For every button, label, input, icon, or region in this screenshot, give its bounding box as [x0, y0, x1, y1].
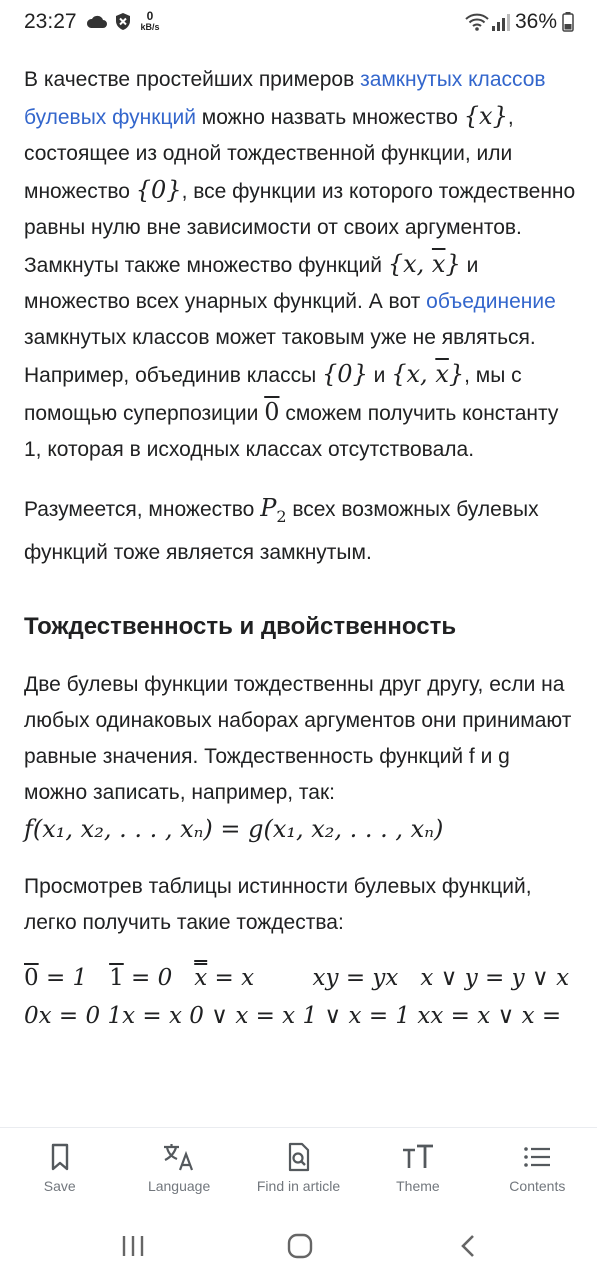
text: В качестве простейших примеров	[24, 68, 361, 91]
math-part: {x,	[391, 360, 436, 388]
math-part: = 0	[123, 964, 195, 991]
wifi-icon	[465, 13, 489, 31]
find-in-article-label: Find in article	[256, 1178, 341, 1194]
text: можно назвать множество	[195, 106, 464, 129]
save-button[interactable]	[0, 1128, 119, 1216]
math-double-negation: x	[194, 964, 208, 991]
home-icon[interactable]	[286, 1233, 314, 1259]
status-bar	[0, 0, 597, 46]
link-closed-classes[interactable]: замкнутых классов булевых функций	[24, 68, 546, 129]
language-label: Language	[147, 1178, 211, 1194]
text: , все функции из которого тождественно равны нулю вне зависимости от своих аргументов. Замкнуты также множество функций	[24, 180, 576, 277]
math-negation: $\overline{x}$	[435, 360, 449, 388]
text: и	[367, 364, 392, 387]
paragraph-closed-classes	[24, 62, 576, 468]
identity-formula: f(x₁, x₂, . . . , xₙ) = g(x₁, x₂, . . . , xₙ)	[24, 814, 444, 843]
recent-apps-icon[interactable]	[120, 1234, 146, 1258]
section-heading: Тождественность и двойственность	[24, 612, 457, 640]
math-part: {x,	[387, 250, 432, 278]
system-navigation-bar	[0, 1215, 597, 1280]
theme-label: Theme	[396, 1178, 440, 1194]
text: сможем получить константу 1, которая в исходных классах отсутствовала.	[24, 402, 559, 461]
network-speed	[139, 10, 161, 32]
math-part: = 1	[38, 964, 110, 991]
list-icon	[522, 1142, 552, 1172]
math-negation: $\overline{x}$	[431, 250, 446, 278]
contents-label: Contents	[509, 1178, 566, 1194]
math-part: P	[260, 494, 277, 522]
math-set-0: {0}	[322, 360, 368, 388]
battery-percent: 36%	[515, 10, 558, 33]
paragraph-identity	[24, 667, 576, 811]
theme-button[interactable]	[358, 1128, 477, 1216]
math-p2	[260, 494, 287, 526]
math-part: }	[445, 250, 461, 278]
article-content	[24, 62, 576, 1035]
cloud-icon	[86, 14, 108, 29]
translate-icon	[162, 1142, 196, 1172]
identities-row-2: 0x = 0 1x = x 0 ∨ x = x 1 ∨ x = 1 xx = x ∨ x =	[24, 1002, 562, 1029]
status-time: 23:27	[24, 10, 77, 33]
link-union[interactable]: объединение	[426, 290, 556, 313]
text: , состоящее из одной тождественной функции, или множество	[24, 106, 514, 203]
contents-button[interactable]	[478, 1128, 597, 1216]
text: всех возможных булевых функций тоже является замкнутым.	[24, 498, 539, 564]
paragraph-truth-tables	[24, 869, 576, 941]
text: Просмотрев таблицы истинности булевых функций, легко получить такие тождества:	[24, 874, 532, 934]
math-part: }	[448, 360, 465, 388]
text: Две булевы функции тождественны друг другу, если на любых одинаковых наборах аргументов они принимают равные значения. Тождественность функций f и g можно записать, например, так:	[24, 672, 572, 804]
save-label: Save	[43, 1178, 76, 1194]
find-in-article-button[interactable]	[239, 1128, 358, 1216]
text: замкнутых классов может таковым уже не являться. Например, объединив классы	[24, 326, 536, 387]
signal-icon	[491, 13, 511, 31]
bookmark-icon	[45, 1142, 75, 1172]
math-set-x: {x}	[463, 102, 508, 130]
paragraph-p2	[24, 490, 576, 571]
shield-icon	[115, 12, 131, 31]
text: Разумеется, множество	[24, 498, 261, 521]
math-part: = x xy = yx x ∨ y = y ∨ x	[207, 964, 570, 991]
article-toolbar	[0, 1127, 597, 1216]
language-button[interactable]	[119, 1128, 238, 1216]
math-not-zero: 0	[264, 398, 280, 426]
network-speed-value: 0	[146, 9, 154, 23]
text: и множество всех унарных функций. А вот	[24, 254, 479, 313]
math-set-x-notx	[388, 250, 461, 278]
back-icon[interactable]	[458, 1234, 478, 1258]
network-speed-unit: kB/s	[140, 22, 160, 32]
identities-block	[24, 959, 576, 1035]
find-in-page-icon	[284, 1142, 314, 1172]
identities-row-1	[24, 959, 576, 997]
math-negation: 1	[109, 964, 124, 991]
text-size-icon	[401, 1142, 435, 1172]
math-negation: 0	[24, 964, 39, 991]
battery-icon	[562, 12, 574, 32]
math-set-0: {0}	[135, 176, 182, 204]
math-set-x-notx	[391, 360, 464, 388]
math-subscript: 2	[276, 506, 287, 526]
text: , мы с помощью суперпозиции	[24, 364, 522, 425]
